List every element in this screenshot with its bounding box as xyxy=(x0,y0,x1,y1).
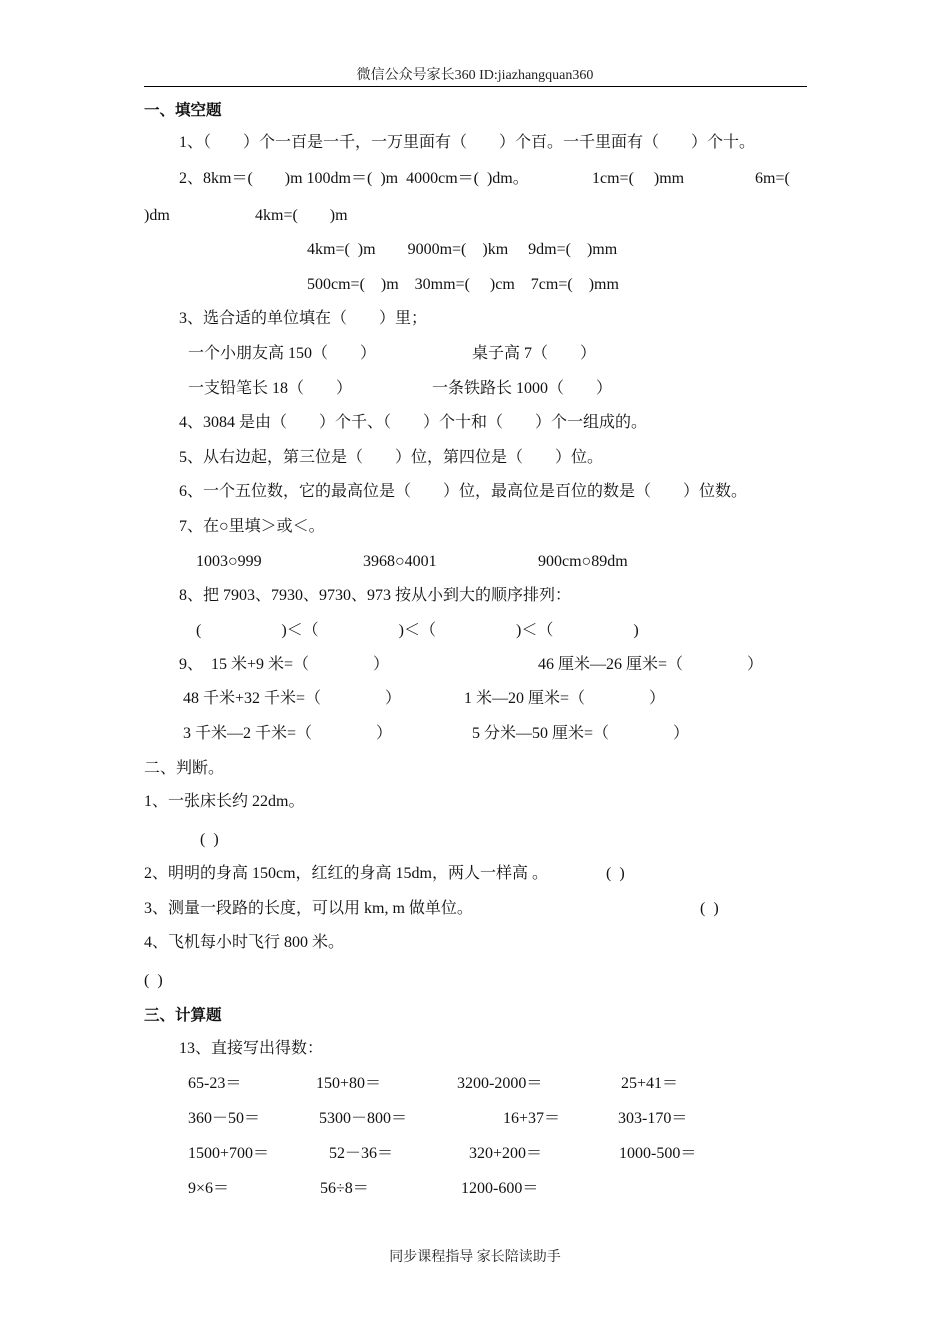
page-footer: 同步课程指导 家长陪读助手 xyxy=(389,1250,561,1265)
question-5: 5、从右边起，第三位是（ ）位，第四位是（ ）位。 xyxy=(179,449,604,466)
page-header: 微信公众号家长360 ID:jiazhangquan360 xyxy=(356,68,594,83)
header-rule xyxy=(144,86,807,87)
question-3-d: 一条铁路长 1000（ ） xyxy=(432,380,613,397)
section1-title: 一、填空题 xyxy=(144,101,222,119)
calc-item: 52－36＝ xyxy=(329,1145,394,1162)
calc-item: 5300－800＝ xyxy=(319,1110,408,1127)
judge-1-paren: ( ) xyxy=(200,831,219,848)
judge-3-paren: ( ) xyxy=(700,900,719,917)
calc-item: 360－50＝ xyxy=(188,1110,261,1127)
question-4: 4、3084 是由（ ）个千、（ ）个十和（ ）个一组成的。 xyxy=(179,414,648,431)
question-9-d: 1 米—20 厘米=（ ） xyxy=(464,690,666,707)
question-9-a: 9、 15 米+9 米=（ ） xyxy=(179,656,390,673)
calc-item: 303-170＝ xyxy=(618,1110,688,1127)
calc-item: 320+200＝ xyxy=(469,1145,543,1162)
question-3-a: 一个小朋友高 150（ ） xyxy=(188,345,377,362)
judge-2-paren: ( ) xyxy=(606,865,625,882)
question-2-line1a: 2、8km＝( )m 100dm＝( )m 4000cm＝( )dm。 xyxy=(179,170,529,187)
question-3: 3、选合适的单位填在（ ）里； xyxy=(179,310,428,327)
question-7-c: 900cm○89dm xyxy=(538,553,628,570)
question-3-c: 一支铅笔长 18（ ） xyxy=(188,380,353,397)
judge-2: 2、明明的身高 150cm，红红的身高 15dm，两人一样高 。 xyxy=(144,865,548,882)
question-7-b: 3968○4001 xyxy=(363,553,437,570)
judge-4: 4、飞机每小时飞行 800 米。 xyxy=(144,934,345,951)
question-7: 7、在○里填＞或＜。 xyxy=(179,518,325,535)
question-2-line3: 4km=( )m 9000m=( )km 9dm=( )mm xyxy=(307,241,618,258)
question-1: 1、（ ）个一百是一千，一万里面有（ ）个百。一千里面有（ ）个十。 xyxy=(179,134,756,151)
question-2-line4: 500cm=( )m 30mm=( )cm 7cm=( )mm xyxy=(307,276,619,293)
calc-item: 3200-2000＝ xyxy=(457,1075,543,1092)
judge-3: 3、测量一段路的长度，可以用 km, m 做单位。 xyxy=(144,900,473,917)
section3-title: 三、计算题 xyxy=(144,1006,222,1024)
question-9-e: 3 千米—2 千米=（ ） xyxy=(183,725,393,742)
calc-item: 16+37＝ xyxy=(503,1110,561,1127)
question-6: 6、一个五位数，它的最高位是（ ）位，最高位是百位的数是（ ）位数。 xyxy=(179,483,748,500)
question-7-a: 1003○999 xyxy=(196,553,262,570)
question-9-f: 5 分米—50 厘米=（ ） xyxy=(472,725,690,742)
section2-title: 二、判断。 xyxy=(144,760,225,777)
question-8-blanks: ( )＜（ )＜（ )＜（ ) xyxy=(196,622,639,639)
calc-item: 56÷8＝ xyxy=(320,1180,369,1197)
calc-item: 25+41＝ xyxy=(621,1075,679,1092)
calc-item: 1500+700＝ xyxy=(188,1145,270,1162)
calc-item: 150+80＝ xyxy=(316,1075,382,1092)
question-2-line2a: )dm xyxy=(144,207,170,224)
question-9-b: 46 厘米—26 厘米=（ ） xyxy=(538,656,764,673)
calc-item: 1200-600＝ xyxy=(461,1180,539,1197)
calc-item: 9×6＝ xyxy=(188,1180,230,1197)
question-2-line1c: 6m=( xyxy=(755,170,790,187)
calc-item: 1000-500＝ xyxy=(619,1145,697,1162)
question-2-line1b: 1cm=( )mm xyxy=(592,170,685,187)
question-3-b: 桌子高 7（ ） xyxy=(472,345,597,362)
judge-1: 1、一张床长约 22dm。 xyxy=(144,793,305,810)
question-13: 13、直接写出得数： xyxy=(179,1040,324,1057)
question-2-line2b: 4km=( )m xyxy=(255,207,348,224)
question-9-c: 48 千米+32 千米=（ ） xyxy=(183,690,402,707)
question-8: 8、把 7903、7930、9730、973 按从小到大的顺序排列： xyxy=(179,587,572,604)
calc-item: 65-23＝ xyxy=(188,1075,242,1092)
judge-4-paren: ( ) xyxy=(144,972,163,989)
